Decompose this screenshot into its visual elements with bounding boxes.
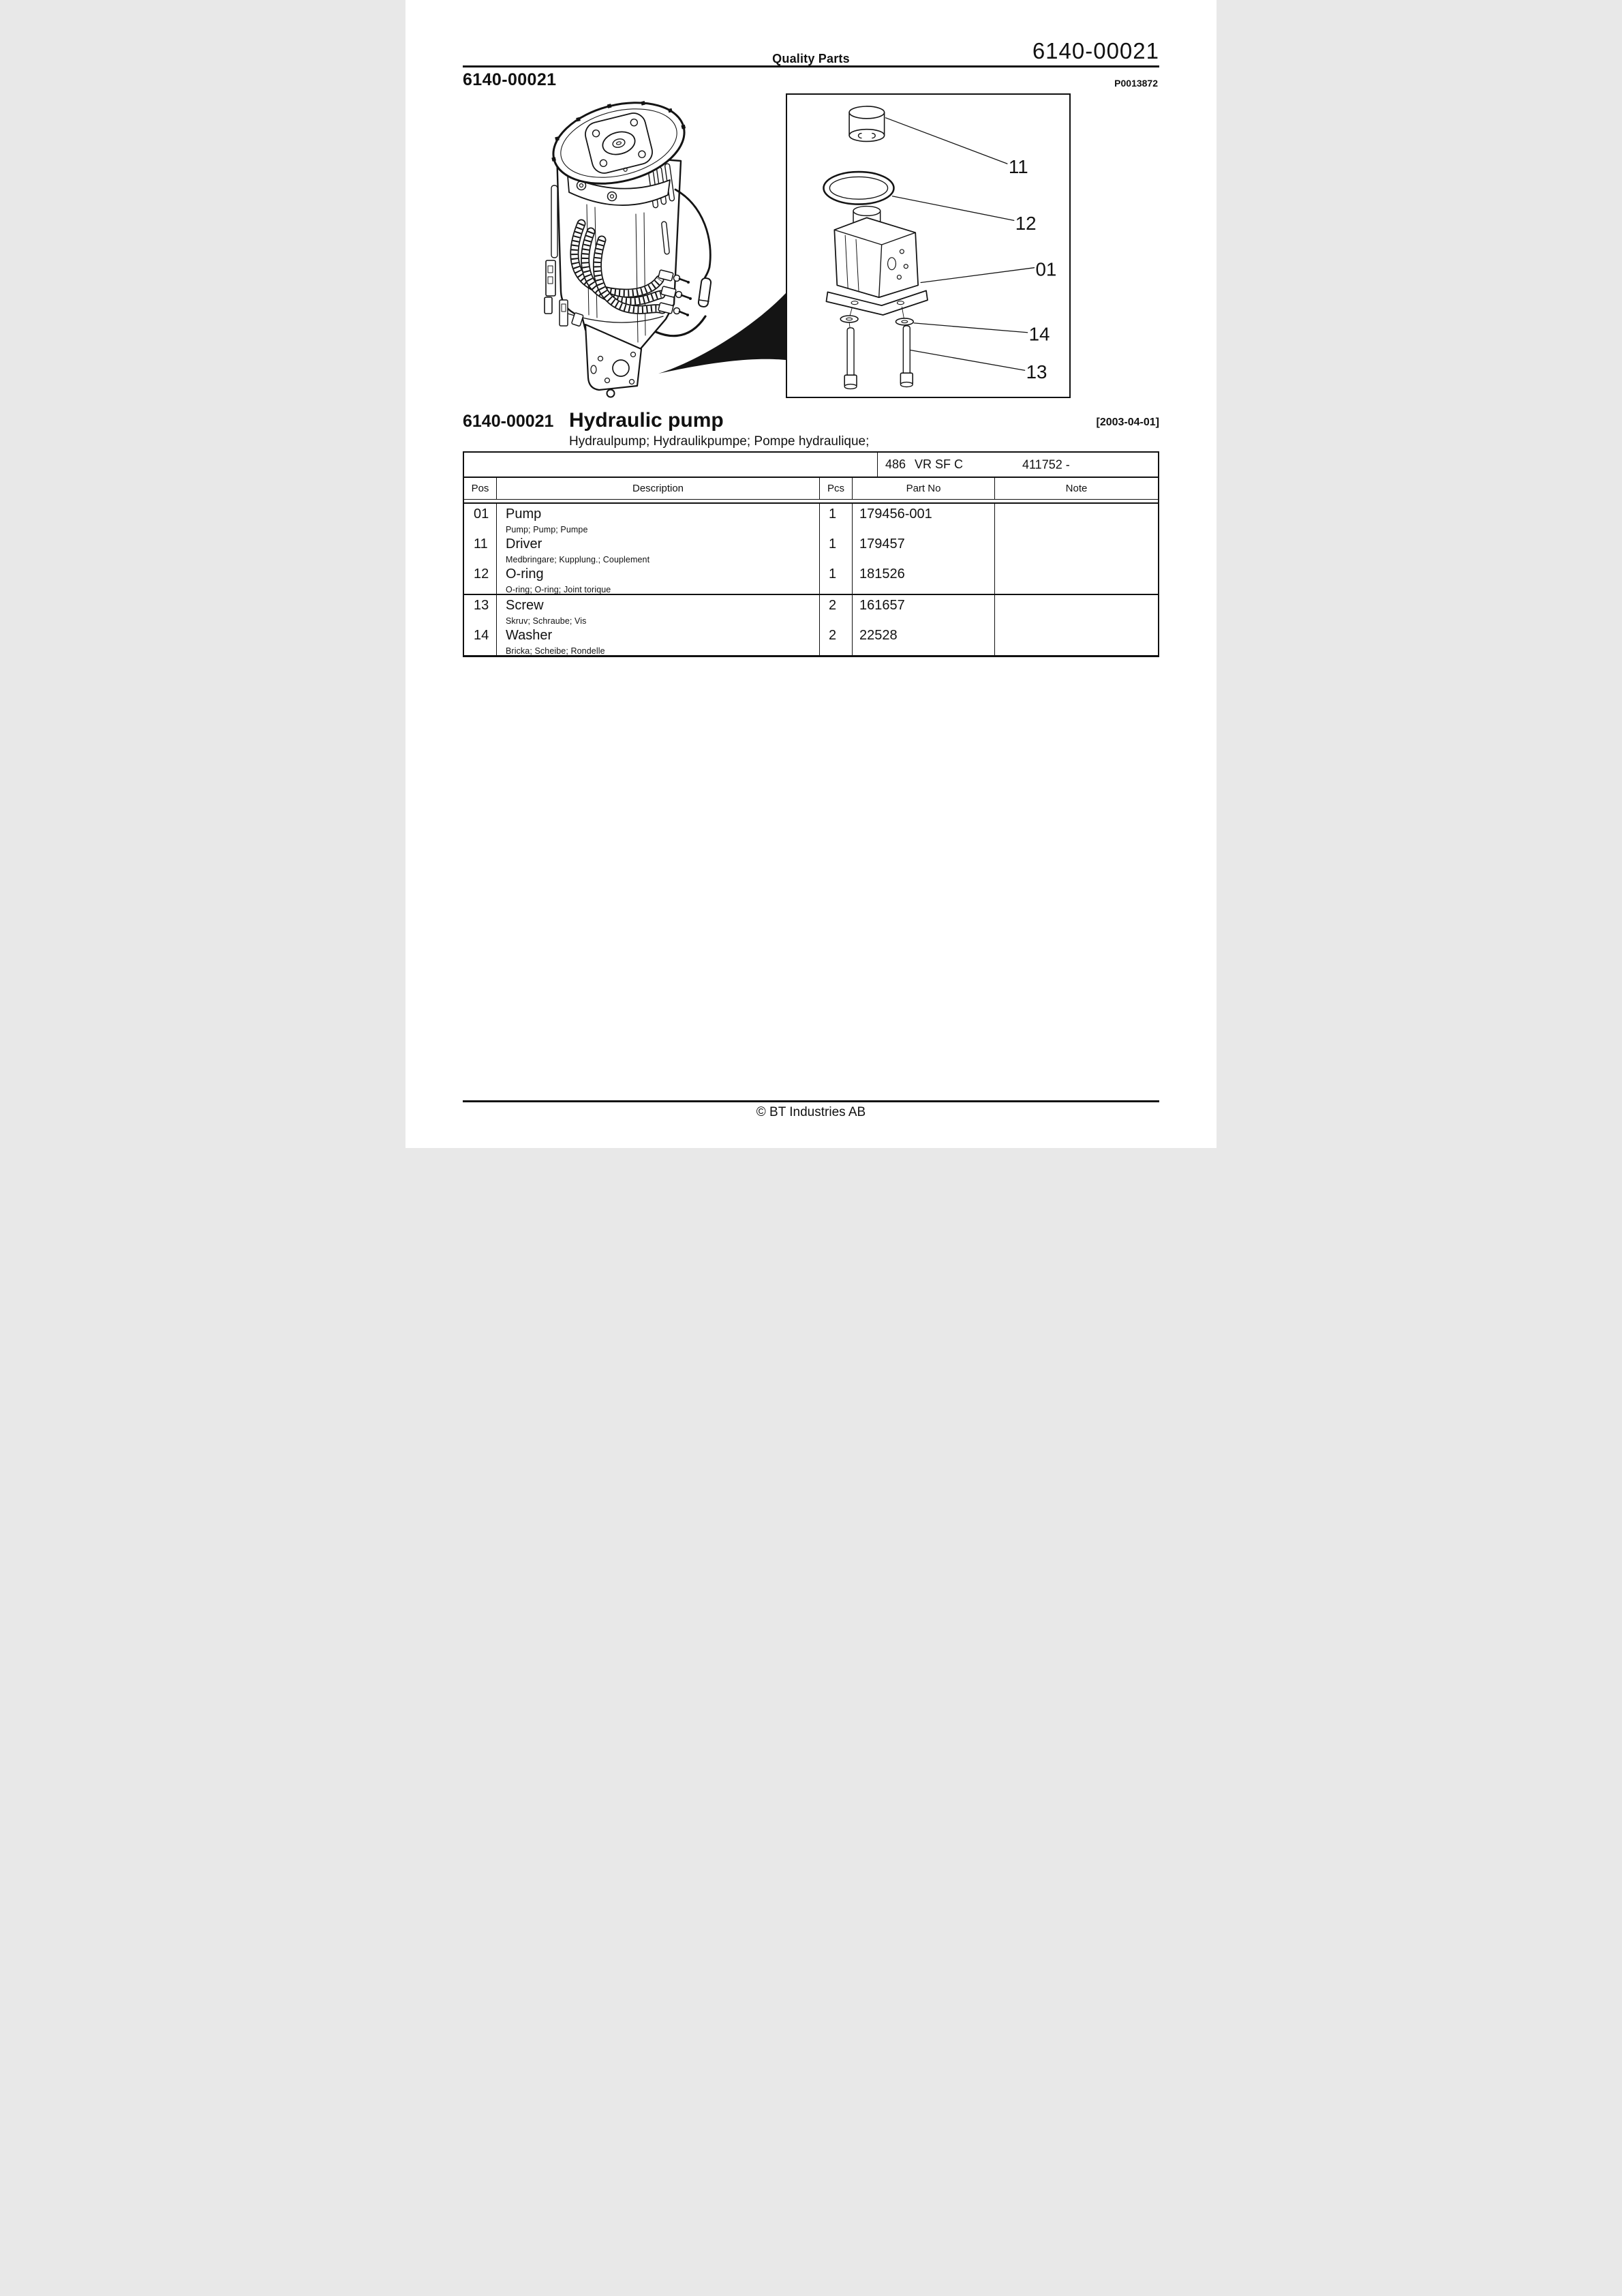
section-title: Hydraulic pump	[569, 409, 724, 432]
terminal-studs	[658, 270, 692, 316]
exploded-diagram-box	[786, 93, 1071, 398]
callout-12: 12	[1015, 213, 1037, 235]
table-row-13	[464, 594, 1158, 625]
col-header-pcs: Pcs	[820, 478, 853, 499]
row-pos: 01	[464, 504, 497, 534]
description-i18n: Medbringare; Kupplung.; Couplement	[506, 555, 650, 564]
description-i18n: O-ring; O-ring; Joint torique	[506, 585, 611, 594]
page-header-title: Quality Parts	[772, 52, 850, 65]
section-subtitle: Hydraulpump; Hydraulikpumpe; Pompe hydraulique;	[569, 434, 870, 449]
row-pos: 13	[464, 595, 497, 625]
row-note	[995, 504, 1158, 534]
row-part-no: 161657	[853, 595, 995, 625]
model-band	[878, 453, 1158, 477]
figure-code: 6140-00021	[463, 70, 557, 89]
callout-01: 01	[1035, 258, 1057, 280]
pump-part	[826, 207, 928, 315]
parts-table	[463, 451, 1159, 657]
catalog-page	[406, 0, 1216, 1148]
exploded-view-illustration	[787, 95, 1069, 397]
row-note	[995, 564, 1158, 594]
row-part-no: 22528	[853, 625, 995, 655]
row-description	[497, 595, 820, 625]
leader-01	[921, 268, 1034, 283]
row-part-no: 179457	[853, 534, 995, 564]
col-header-pos: Pos	[464, 478, 497, 499]
print-code: P0013872	[1114, 78, 1158, 89]
row-pcs: 1	[820, 564, 853, 594]
section-code: 6140-00021	[463, 412, 554, 431]
oring-part	[823, 172, 893, 205]
col-header-part-no: Part No	[853, 478, 995, 499]
description-main: Pump	[506, 507, 542, 522]
description-i18n: Bricka; Scheibe; Rondelle	[506, 646, 605, 656]
row-pcs: 1	[820, 504, 853, 534]
footer-copyright: © BT Industries AB	[756, 1105, 866, 1119]
row-part-no: 181526	[853, 564, 995, 594]
table-row-11	[464, 534, 1158, 564]
description-main: Screw	[506, 598, 544, 613]
row-description	[497, 504, 820, 534]
pump-assembly-illustration	[465, 89, 793, 399]
callout-11: 11	[1008, 156, 1028, 178]
row-description	[497, 564, 820, 594]
washer-parts	[840, 316, 913, 325]
row-pcs: 2	[820, 625, 853, 655]
leader-13	[910, 350, 1024, 371]
row-pcs: 2	[820, 595, 853, 625]
row-pos: 11	[464, 534, 497, 564]
table-row-12	[464, 564, 1158, 594]
screw-parts	[844, 326, 913, 389]
row-pos: 14	[464, 625, 497, 655]
model-name: VR SF C	[915, 457, 964, 471]
description-main: Driver	[506, 537, 542, 552]
description-main: Washer	[506, 628, 553, 643]
serial-range: 411752 -	[1022, 457, 1070, 471]
description-i18n: Skruv; Schraube; Vis	[506, 616, 587, 626]
row-pcs: 1	[820, 534, 853, 564]
row-note	[995, 625, 1158, 655]
callout-14: 14	[1028, 323, 1050, 345]
model-band-empty	[464, 453, 878, 477]
col-header-note: Note	[1065, 483, 1088, 494]
callout-13: 13	[1026, 361, 1047, 383]
row-description	[497, 625, 820, 655]
header-separator	[464, 499, 1158, 504]
col-header-description: Description	[497, 478, 820, 499]
page-header-doc-code: 6140-00021	[1032, 38, 1159, 63]
header-rule	[463, 65, 1159, 67]
footer-rule	[463, 1100, 1159, 1102]
description-i18n: Pump; Pump; Pumpe	[506, 525, 588, 534]
row-pos: 12	[464, 564, 497, 594]
leader-11	[886, 118, 1007, 164]
description-main: O-ring	[506, 567, 544, 581]
leader-14	[914, 323, 1027, 333]
row-description	[497, 534, 820, 564]
row-part-no: 179456-001	[853, 504, 995, 534]
row-note	[995, 595, 1158, 625]
row-note	[995, 534, 1158, 564]
leader-12	[893, 196, 1014, 221]
model-code: 486	[885, 457, 906, 471]
swoosh-arrow	[658, 293, 786, 374]
section-date: [2003-04-01]	[1096, 417, 1159, 428]
model-band-row	[464, 453, 1158, 478]
driver-part	[849, 106, 885, 142]
table-row-14	[464, 625, 1158, 655]
column-header-row	[464, 478, 1158, 499]
table-row-01	[464, 504, 1158, 534]
